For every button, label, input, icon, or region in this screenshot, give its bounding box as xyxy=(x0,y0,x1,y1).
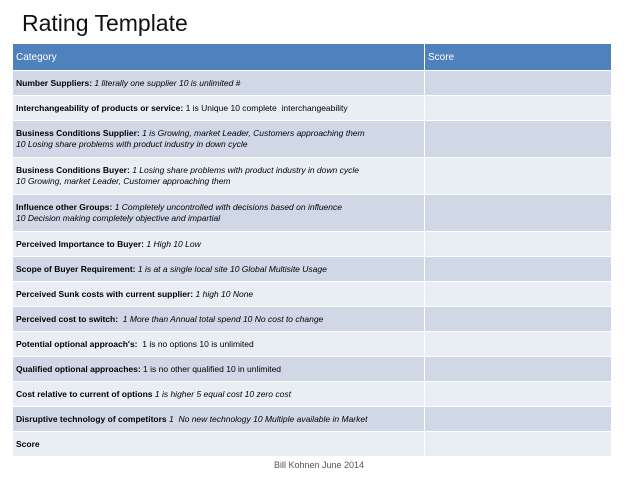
category-label: Qualified optional approaches: xyxy=(16,363,141,374)
category-description: 1 High 10 Low xyxy=(144,238,201,249)
category-label: Perceived Importance to Buyer: xyxy=(16,238,145,249)
score-cell[interactable] xyxy=(425,307,612,332)
category-label: Number Suppliers: xyxy=(16,77,93,88)
category-description: 1 high 10 None xyxy=(193,288,254,299)
table-row xyxy=(13,71,612,96)
category-description: 1 Completely uncontrolled with decisions based on influence xyxy=(112,202,342,212)
category-line xyxy=(16,389,421,400)
score-cell[interactable] xyxy=(425,71,612,96)
footer-author: Bill Kohnen June 2014 xyxy=(273,460,365,470)
category-cell xyxy=(13,382,425,407)
category-label: Potential optional approach's: xyxy=(16,338,138,349)
table-row xyxy=(13,257,612,282)
table-row xyxy=(13,121,612,158)
category-line xyxy=(16,339,421,350)
category-label: Interchangeability of products or service: xyxy=(16,102,184,113)
category-cell xyxy=(13,332,425,357)
category-cell xyxy=(13,232,425,257)
category-label: Cost relative to current of options xyxy=(16,388,153,399)
table-row xyxy=(13,407,612,432)
category-description: 1 is Unique 10 complete interchangeability xyxy=(183,102,348,113)
category-cell xyxy=(13,96,425,121)
category-label: Score xyxy=(16,438,40,449)
category-description: 1 is no options 10 is unlimited xyxy=(137,338,254,349)
score-cell[interactable] xyxy=(425,282,612,307)
page-title: Rating Template xyxy=(22,10,188,36)
category-description-line2: 10 Decision making completely objective and impartial xyxy=(16,213,221,223)
column-header-score: Score xyxy=(425,44,612,71)
category-line xyxy=(16,78,421,89)
category-label: Perceived cost to switch: xyxy=(16,313,119,324)
table-header-row xyxy=(13,44,612,71)
category-cell xyxy=(13,257,425,282)
score-cell[interactable] xyxy=(425,96,612,121)
category-line xyxy=(16,289,421,300)
score-cell[interactable] xyxy=(425,357,612,382)
category-cell xyxy=(13,357,425,382)
table-row xyxy=(13,432,612,457)
category-label: Business Conditions Buyer: xyxy=(16,165,130,175)
category-cell xyxy=(13,432,425,457)
table-row xyxy=(13,382,612,407)
category-label: Perceived Sunk costs with current supplier: xyxy=(16,288,194,299)
table-row xyxy=(13,158,612,195)
category-label: Business Conditions Supplier: xyxy=(16,128,140,138)
score-cell[interactable] xyxy=(425,121,612,158)
category-line xyxy=(16,202,421,213)
category-description: 1 More than Annual total spend 10 No cost to change xyxy=(118,313,324,324)
category-line xyxy=(16,264,421,275)
table-row xyxy=(13,332,612,357)
score-cell[interactable] xyxy=(425,382,612,407)
category-description-line2: 10 Growing, market Leader, Customer approaching them xyxy=(16,176,231,186)
category-cell xyxy=(13,407,425,432)
category-label: Scope of Buyer Requirement: xyxy=(16,263,136,274)
category-description: 1 is no other qualified 10 in unlimited xyxy=(140,363,282,374)
score-cell[interactable] xyxy=(425,432,612,457)
category-description: 1 No new technology 10 Multiple available in Market xyxy=(166,413,368,424)
category-line xyxy=(16,239,421,250)
table-row xyxy=(13,195,612,232)
category-line xyxy=(16,439,421,450)
category-line xyxy=(16,165,421,176)
table-row xyxy=(13,96,612,121)
score-cell[interactable] xyxy=(425,232,612,257)
rating-table xyxy=(12,43,612,457)
score-cell[interactable] xyxy=(425,332,612,357)
score-cell[interactable] xyxy=(425,158,612,195)
table-row xyxy=(13,307,612,332)
category-cell xyxy=(13,195,425,232)
category-description: 1 is higher 5 equal cost 10 zero cost xyxy=(152,388,291,399)
category-label: Influence other Groups: xyxy=(16,202,113,212)
category-cell xyxy=(13,282,425,307)
category-description: 1 is Growing, market Leader, Customers approaching them xyxy=(139,128,365,138)
category-description: 1 is at a single local site 10 Global Multisite Usage xyxy=(135,263,327,274)
score-cell[interactable] xyxy=(425,257,612,282)
category-line xyxy=(16,314,421,325)
column-header-category: Category xyxy=(13,44,425,71)
category-cell xyxy=(13,307,425,332)
category-cell xyxy=(13,158,425,195)
table-row xyxy=(13,232,612,257)
category-description-line2: 10 Losing share problems with product industry in down cycle xyxy=(16,139,248,149)
category-cell xyxy=(13,71,425,96)
category-cell xyxy=(13,121,425,158)
table-row xyxy=(13,357,612,382)
category-line xyxy=(16,103,421,114)
score-cell[interactable] xyxy=(425,195,612,232)
category-line xyxy=(16,364,421,375)
category-label: Disruptive technology of competitors xyxy=(16,413,167,424)
category-line xyxy=(16,414,421,425)
category-description: 1 Losing share problems with product industry in down cycle xyxy=(129,165,359,175)
score-cell[interactable] xyxy=(425,407,612,432)
category-line xyxy=(16,128,421,139)
category-description: 1 literally one supplier 10 is unlimited # xyxy=(92,77,241,88)
table-row xyxy=(13,282,612,307)
